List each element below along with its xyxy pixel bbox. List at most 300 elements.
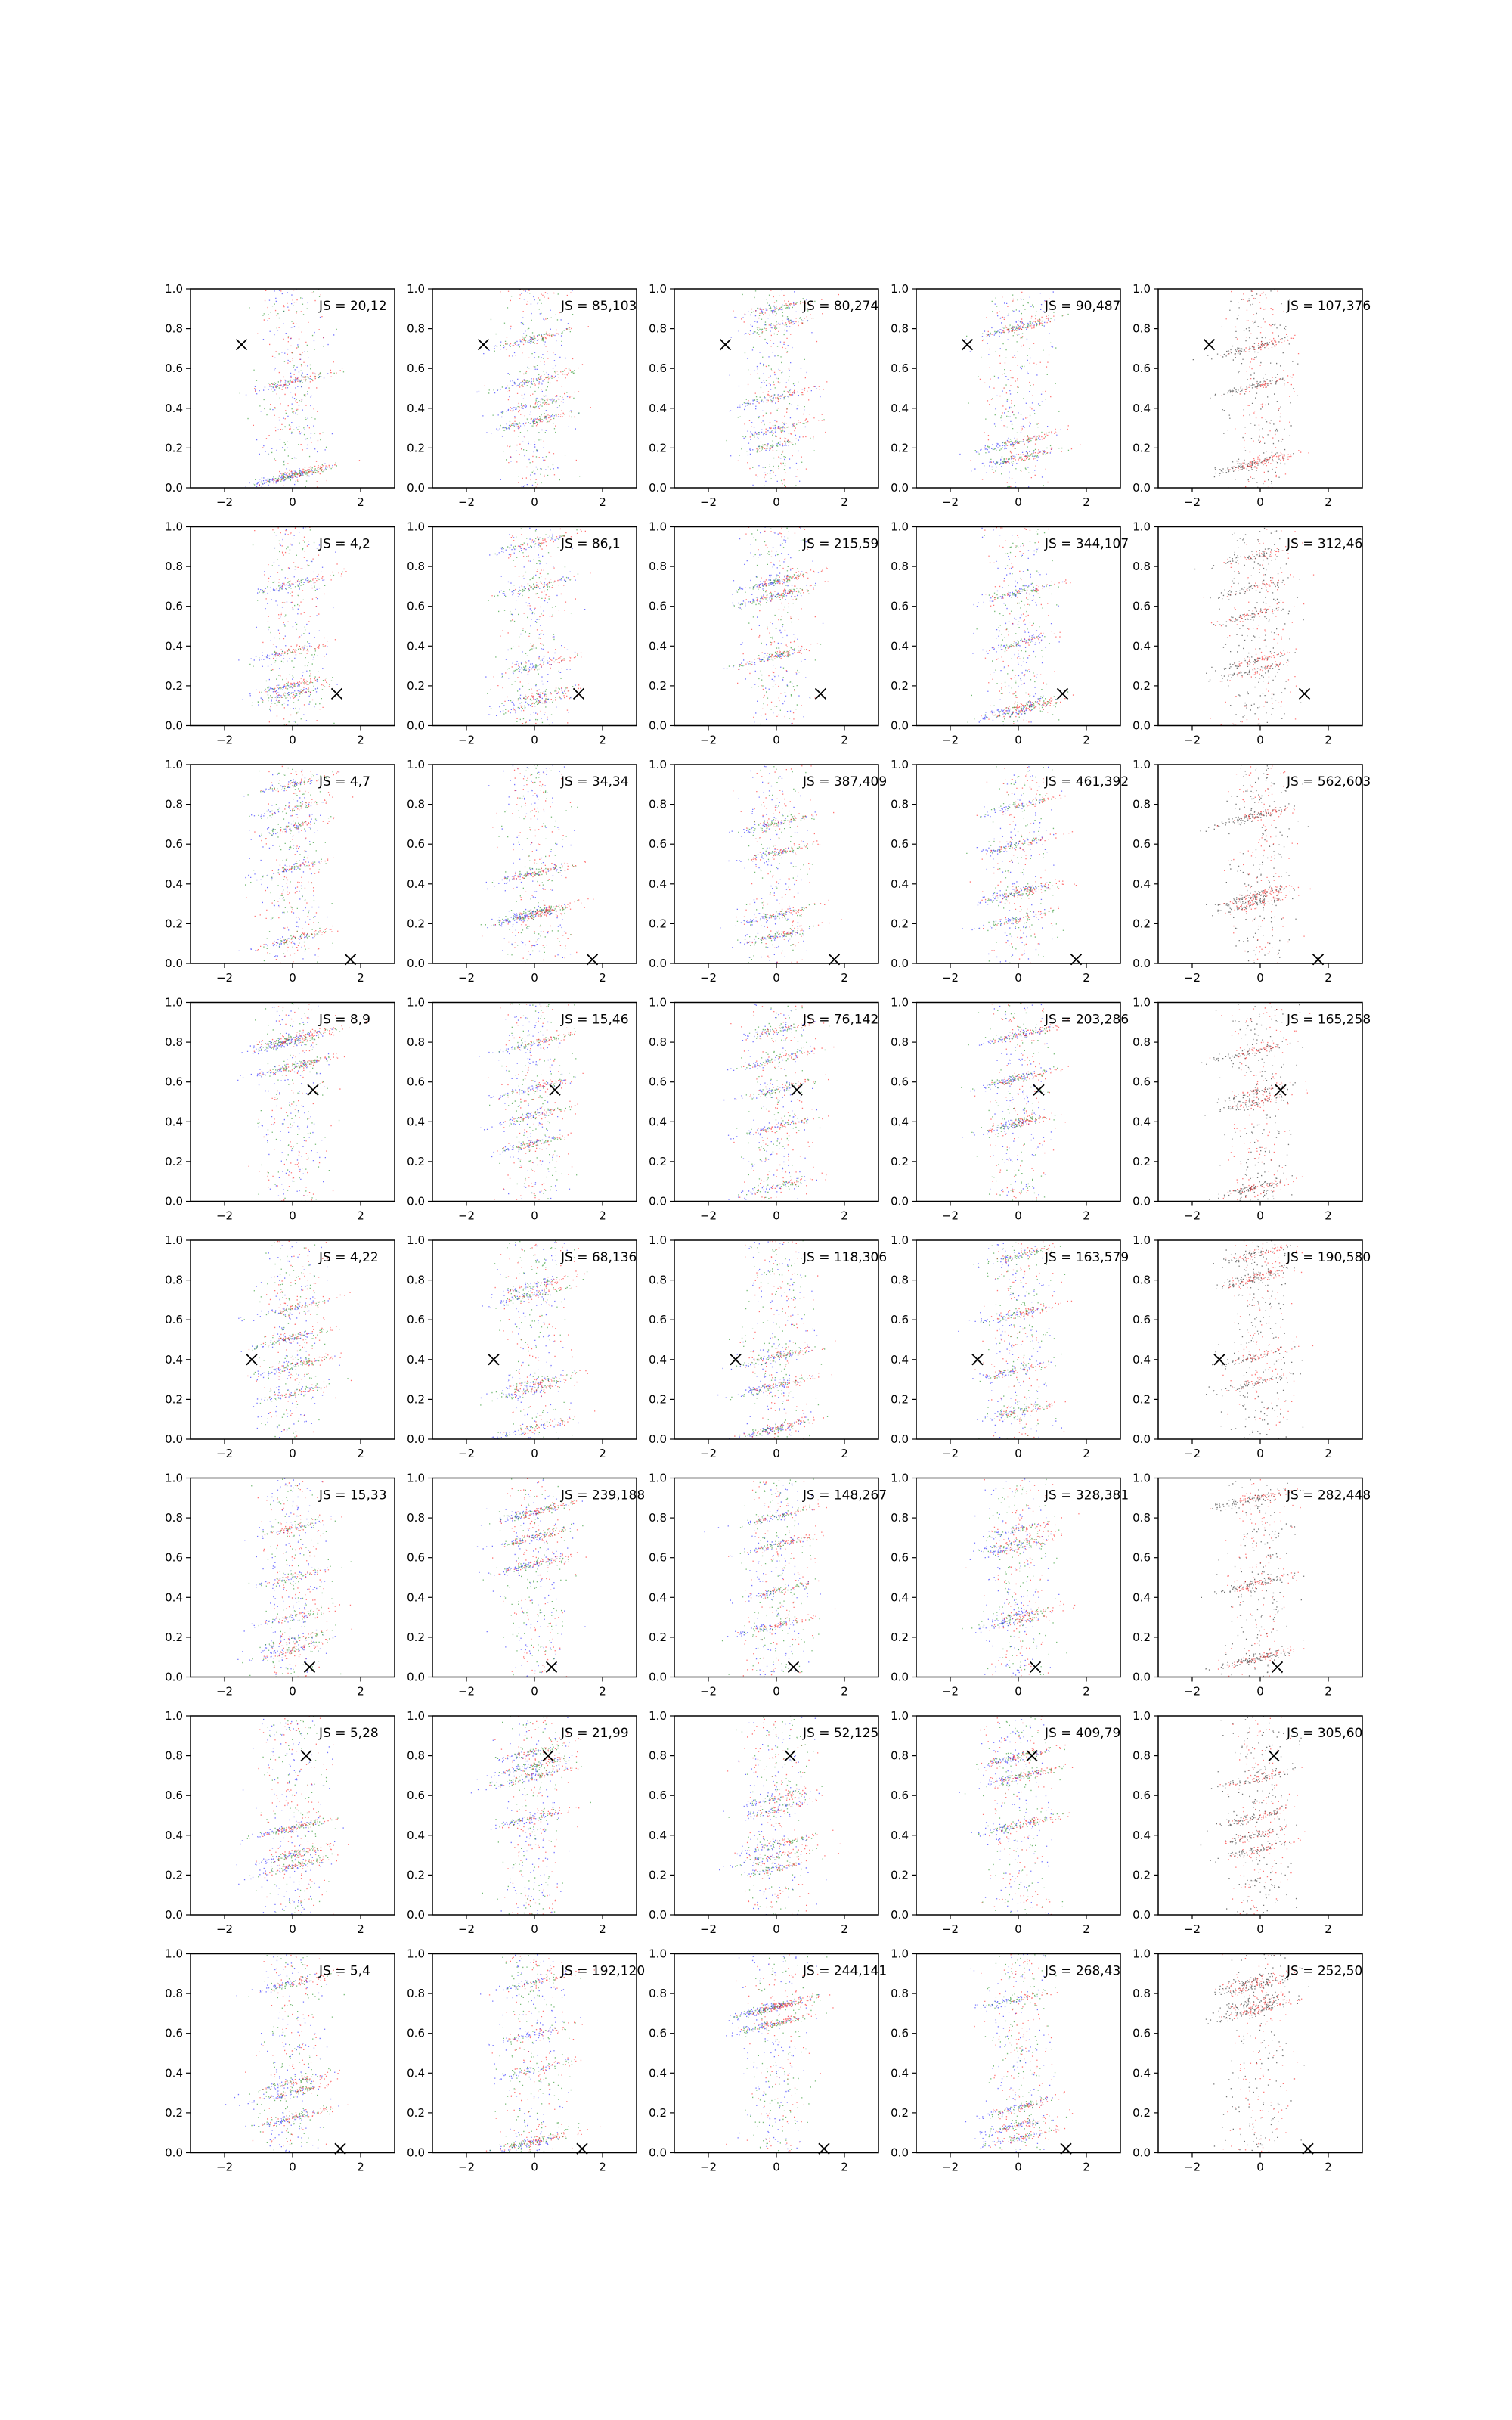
y-tick-label: 1.0 (1132, 1233, 1151, 1247)
y-tick-label: 0.4 (1132, 1590, 1151, 1605)
y-tick-label: 0.4 (1132, 639, 1151, 653)
subplot-r8-c5 (1132, 1947, 1362, 2174)
y-tick-label: 0.4 (1132, 2066, 1151, 2080)
x-tick-label: 0 (1015, 971, 1022, 985)
y-tick-label: 0.8 (891, 797, 909, 811)
js-score-label: JS = 34,34 (561, 774, 629, 790)
subplot-r5-c2 (407, 1233, 637, 1460)
y-tick-label: 0.6 (407, 1789, 425, 1803)
y-tick-label: 0.8 (891, 1748, 909, 1763)
x-tick-label: −2 (1183, 1447, 1201, 1460)
subplot-r5-c4 (891, 1233, 1129, 1460)
js-score-label: JS = 5,28 (319, 1726, 379, 1741)
x-tick-label: 0 (1015, 495, 1022, 509)
y-tick-label: 0.8 (165, 797, 183, 811)
y-tick-label: 0.6 (1132, 1313, 1151, 1327)
subplot-r8-c4 (891, 1947, 1120, 2174)
y-tick-label: 1.0 (407, 758, 425, 771)
y-tick-label: 0.2 (165, 917, 183, 931)
y-tick-label: 0.2 (407, 1630, 425, 1644)
plot-area (916, 1003, 1120, 1202)
js-score-label: JS = 244,141 (803, 1963, 888, 1979)
y-tick-label: 0.2 (649, 441, 667, 455)
x-tick-label: −2 (699, 1684, 717, 1699)
subplot-r1-c4 (891, 282, 1120, 509)
x-tick-label: 0 (289, 971, 296, 985)
y-tick-label: 1.0 (407, 1233, 425, 1247)
y-tick-label: 0.4 (649, 1115, 667, 1129)
subplot-r5-c3 (649, 1233, 887, 1460)
subplot-r2-c1 (165, 520, 395, 747)
y-tick-label: 0.4 (649, 2066, 667, 2080)
js-score-label: JS = 192,120 (561, 1963, 646, 1979)
y-tick-label: 0.6 (407, 599, 425, 613)
y-tick-label: 1.0 (891, 758, 909, 771)
js-score-label: JS = 239,188 (561, 1488, 646, 1503)
y-tick-label: 1.0 (1132, 282, 1151, 296)
x-tick-label: 0 (773, 1447, 780, 1460)
x-tick-label: 2 (1325, 1447, 1332, 1460)
y-tick-label: 0.0 (891, 1670, 909, 1684)
y-tick-label: 0.4 (1132, 876, 1151, 891)
js-score-label: JS = 118,306 (803, 1250, 888, 1265)
y-tick-label: 0.0 (165, 2145, 183, 2160)
y-tick-label: 0.2 (165, 678, 183, 693)
x-tick-label: 2 (1083, 1447, 1090, 1460)
y-tick-label: 0.0 (407, 1432, 425, 1446)
y-tick-label: 0.0 (649, 1432, 667, 1446)
x-tick-label: 0 (773, 1684, 780, 1699)
y-tick-label: 0.2 (649, 2105, 667, 2120)
plot-area (191, 1716, 395, 1915)
y-tick-label: 0.6 (407, 1313, 425, 1327)
y-tick-label: 0.2 (1132, 1868, 1151, 1882)
y-tick-label: 0.6 (407, 1550, 425, 1565)
subplot-r6-c2 (407, 1472, 645, 1699)
x-tick-label: −2 (941, 733, 959, 747)
y-tick-label: 0.0 (891, 1432, 909, 1446)
y-tick-label: 0.8 (165, 1035, 183, 1050)
subplot-r4-c3 (649, 996, 878, 1223)
subplot-r1-c3 (649, 282, 878, 509)
y-tick-label: 0.8 (165, 1273, 183, 1287)
x-tick-label: 0 (531, 1684, 538, 1699)
y-tick-label: 1.0 (165, 1233, 183, 1247)
js-score-label: JS = 80,274 (803, 299, 879, 314)
y-tick-label: 0.2 (165, 1392, 183, 1407)
js-score-label: JS = 190,580 (1287, 1250, 1371, 1265)
y-tick-label: 1.0 (649, 1471, 667, 1485)
y-tick-label: 0.0 (649, 1908, 667, 1922)
y-tick-label: 0.2 (1132, 2105, 1151, 2120)
y-tick-label: 1.0 (649, 1709, 667, 1723)
y-tick-label: 1.0 (1132, 758, 1151, 771)
y-tick-label: 0.2 (891, 678, 909, 693)
y-tick-label: 0.4 (407, 1352, 425, 1367)
js-score-label: JS = 305,60 (1287, 1726, 1363, 1741)
y-tick-label: 1.0 (891, 1947, 909, 1961)
y-tick-label: 0.2 (1132, 917, 1151, 931)
subplot-r8-c2 (407, 1947, 645, 2174)
js-score-label: JS = 165,258 (1287, 1012, 1371, 1028)
y-tick-label: 1.0 (407, 1709, 425, 1723)
x-tick-label: 2 (841, 1447, 848, 1460)
subplot-r2-c5 (1132, 520, 1362, 747)
x-tick-label: −2 (457, 1447, 476, 1460)
x-tick-label: 0 (531, 495, 538, 509)
y-tick-label: 0.6 (891, 1550, 909, 1565)
x-tick-label: 2 (357, 733, 364, 747)
y-tick-label: 0.4 (165, 1590, 183, 1605)
y-tick-label: 0.0 (649, 481, 667, 495)
subplot-r7-c3 (649, 1709, 878, 1936)
y-tick-label: 0.6 (407, 2026, 425, 2040)
y-tick-label: 0.4 (165, 401, 183, 415)
x-tick-label: 0 (773, 495, 780, 509)
subplot-r8-c1 (165, 1947, 395, 2174)
y-tick-label: 0.6 (407, 361, 425, 376)
x-tick-label: 2 (1083, 1684, 1090, 1699)
x-tick-label: 0 (1256, 1922, 1264, 1936)
y-tick-label: 0.4 (165, 639, 183, 653)
subplot-r6-c5 (1132, 1472, 1371, 1699)
y-tick-label: 0.2 (1132, 1392, 1151, 1407)
x-tick-label: 2 (1325, 733, 1332, 747)
y-tick-label: 0.2 (165, 1154, 183, 1168)
subplot-r1-c5 (1132, 282, 1371, 509)
y-tick-label: 1.0 (891, 1709, 909, 1723)
y-tick-label: 0.4 (165, 1352, 183, 1367)
x-tick-label: −2 (1183, 1922, 1201, 1936)
y-tick-label: 0.4 (407, 1590, 425, 1605)
y-tick-label: 0.8 (407, 321, 425, 336)
x-tick-label: −2 (215, 733, 234, 747)
js-score-label: JS = 409,79 (1045, 1726, 1121, 1741)
plot-area (432, 1716, 637, 1915)
y-tick-label: 0.0 (1132, 957, 1151, 970)
subplot-r2-c2 (407, 520, 637, 747)
x-tick-label: 0 (1015, 733, 1022, 747)
y-tick-label: 0.4 (407, 876, 425, 891)
y-tick-label: 0.2 (407, 441, 425, 455)
y-tick-label: 0.2 (1132, 441, 1151, 455)
x-tick-label: 2 (841, 2160, 848, 2174)
subplot-r7-c4 (891, 1709, 1120, 1936)
js-score-label: JS = 461,392 (1045, 774, 1129, 790)
y-tick-label: 1.0 (649, 520, 667, 534)
y-tick-label: 0.6 (407, 1075, 425, 1089)
y-tick-label: 1.0 (649, 758, 667, 771)
y-tick-label: 0.8 (1132, 797, 1151, 811)
x-tick-label: −2 (457, 1208, 476, 1223)
y-tick-label: 0.4 (649, 1352, 667, 1367)
x-tick-label: 2 (841, 1208, 848, 1223)
x-tick-label: 2 (357, 1447, 364, 1460)
y-tick-label: 0.6 (649, 361, 667, 376)
js-score-label: JS = 562,603 (1287, 774, 1371, 790)
x-tick-label: 0 (1015, 1208, 1022, 1223)
y-tick-label: 0.4 (649, 876, 667, 891)
x-tick-label: −2 (1183, 2160, 1201, 2174)
subplot-r8-c3 (649, 1947, 887, 2174)
y-tick-label: 0.4 (891, 876, 909, 891)
y-tick-label: 0.8 (649, 560, 667, 574)
x-tick-label: −2 (1183, 495, 1201, 509)
y-tick-label: 0.0 (1132, 1194, 1151, 1208)
x-tick-label: 2 (357, 1922, 364, 1936)
x-tick-label: −2 (699, 971, 717, 985)
x-tick-label: 2 (599, 1684, 606, 1699)
x-tick-label: −2 (1183, 1208, 1201, 1223)
y-tick-label: 0.2 (649, 678, 667, 693)
x-tick-label: −2 (1183, 1684, 1201, 1699)
x-tick-label: 2 (1083, 733, 1090, 747)
y-tick-label: 0.8 (1132, 321, 1151, 336)
y-tick-label: 0.0 (165, 718, 183, 733)
y-tick-label: 0.8 (891, 321, 909, 336)
y-tick-label: 0.8 (649, 1511, 667, 1525)
y-tick-label: 0.8 (649, 321, 667, 336)
y-tick-label: 0.8 (649, 797, 667, 811)
x-tick-label: 2 (1083, 1922, 1090, 1936)
y-tick-label: 0.8 (165, 1511, 183, 1525)
y-tick-label: 0.6 (891, 1789, 909, 1803)
y-tick-label: 0.0 (649, 1194, 667, 1208)
plot-area (191, 1954, 395, 2153)
y-tick-label: 0.6 (1132, 361, 1151, 376)
y-tick-label: 0.0 (1132, 481, 1151, 495)
x-tick-label: 2 (357, 971, 364, 985)
y-tick-label: 0.8 (407, 797, 425, 811)
js-score-label: JS = 52,125 (803, 1726, 879, 1741)
js-score-label: JS = 5,4 (319, 1963, 370, 1979)
y-tick-label: 0.6 (165, 361, 183, 376)
y-tick-label: 0.8 (1132, 1748, 1151, 1763)
subplot-r6-c1 (165, 1472, 395, 1699)
subplot-r5-c5 (1132, 1233, 1371, 1460)
y-tick-label: 1.0 (165, 758, 183, 771)
x-tick-label: 0 (1256, 2160, 1264, 2174)
js-score-label: JS = 76,142 (803, 1012, 879, 1028)
y-tick-label: 0.4 (891, 1828, 909, 1842)
x-tick-label: 2 (841, 495, 848, 509)
y-tick-label: 0.2 (891, 1630, 909, 1644)
plot-area (1158, 1240, 1362, 1439)
y-tick-label: 0.4 (891, 2066, 909, 2080)
subplot-r3-c4 (891, 758, 1129, 985)
x-tick-label: −2 (215, 2160, 234, 2174)
y-tick-label: 0.6 (891, 2026, 909, 2040)
y-tick-label: 0.0 (407, 718, 425, 733)
y-tick-label: 0.8 (891, 1511, 909, 1525)
y-tick-label: 0.6 (1132, 1075, 1151, 1089)
subplot-r1-c1 (165, 282, 395, 509)
subplot-r3-c5 (1132, 758, 1371, 985)
y-tick-label: 0.2 (165, 441, 183, 455)
subplot-r2-c3 (649, 520, 878, 747)
x-tick-label: −2 (457, 733, 476, 747)
y-tick-label: 0.8 (891, 1035, 909, 1050)
x-tick-label: 2 (1083, 2160, 1090, 2174)
y-tick-label: 1.0 (407, 520, 425, 534)
y-tick-label: 0.8 (1132, 1035, 1151, 1050)
plot-area (432, 1954, 637, 2153)
y-tick-label: 1.0 (891, 1471, 909, 1485)
x-tick-label: −2 (699, 1922, 717, 1936)
x-tick-label: −2 (457, 495, 476, 509)
y-tick-label: 0.2 (407, 678, 425, 693)
y-tick-label: 0.6 (165, 1075, 183, 1089)
y-tick-label: 0.0 (891, 718, 909, 733)
y-tick-label: 0.0 (165, 957, 183, 970)
js-score-label: JS = 282,448 (1287, 1488, 1371, 1503)
y-tick-label: 1.0 (165, 995, 183, 1010)
y-tick-label: 0.0 (165, 481, 183, 495)
y-tick-label: 0.6 (649, 1550, 667, 1565)
subplot-r4-c1 (165, 996, 395, 1223)
plot-area (916, 765, 1120, 963)
x-tick-label: 0 (289, 1922, 296, 1936)
y-tick-label: 0.6 (165, 2026, 183, 2040)
plot-area (1158, 1478, 1362, 1677)
x-tick-label: −2 (215, 1922, 234, 1936)
plot-area (432, 1240, 637, 1439)
y-tick-label: 0.6 (1132, 837, 1151, 852)
x-tick-label: 2 (841, 733, 848, 747)
y-tick-label: 0.4 (649, 1590, 667, 1605)
x-tick-label: 0 (1256, 971, 1264, 985)
x-tick-label: 0 (289, 1208, 296, 1223)
y-tick-label: 0.6 (165, 1789, 183, 1803)
x-tick-label: 2 (599, 2160, 606, 2174)
y-tick-label: 0.2 (649, 1154, 667, 1168)
y-tick-label: 1.0 (165, 520, 183, 534)
x-tick-label: −2 (215, 1447, 234, 1460)
y-tick-label: 1.0 (649, 282, 667, 296)
y-tick-label: 0.8 (649, 1035, 667, 1050)
y-tick-label: 0.0 (1132, 718, 1151, 733)
y-tick-label: 0.6 (1132, 1789, 1151, 1803)
x-tick-label: 0 (1015, 2160, 1022, 2174)
y-tick-label: 0.8 (165, 1987, 183, 2001)
plot-area (674, 527, 878, 726)
x-tick-label: 0 (1015, 1922, 1022, 1936)
y-tick-label: 0.4 (407, 1115, 425, 1129)
x-tick-label: −2 (215, 495, 234, 509)
x-tick-label: −2 (699, 1447, 717, 1460)
y-tick-label: 1.0 (165, 282, 183, 296)
subplot-r3-c2 (407, 758, 637, 985)
y-tick-label: 0.8 (165, 560, 183, 574)
x-tick-label: 0 (1256, 495, 1264, 509)
y-tick-label: 0.4 (891, 1590, 909, 1605)
y-tick-label: 0.6 (407, 837, 425, 852)
y-tick-label: 0.0 (891, 1908, 909, 1922)
y-tick-label: 0.8 (165, 321, 183, 336)
x-tick-label: 0 (773, 1922, 780, 1936)
x-tick-label: 2 (1083, 495, 1090, 509)
js-score-label: JS = 4,22 (319, 1250, 379, 1265)
x-tick-label: 0 (289, 733, 296, 747)
y-tick-label: 0.8 (1132, 1273, 1151, 1287)
js-score-label: JS = 8,9 (319, 1012, 370, 1028)
y-tick-label: 0.0 (407, 2145, 425, 2160)
y-tick-label: 0.6 (649, 599, 667, 613)
y-tick-label: 0.2 (649, 1630, 667, 1644)
plot-area (674, 1240, 878, 1439)
js-score-label: JS = 4,7 (319, 774, 370, 790)
js-score-label: JS = 90,487 (1045, 299, 1121, 314)
y-tick-label: 1.0 (407, 1471, 425, 1485)
x-tick-label: 2 (599, 1208, 606, 1223)
plot-area (191, 1240, 395, 1439)
x-tick-label: −2 (941, 971, 959, 985)
plot-area (674, 289, 878, 488)
y-tick-label: 0.0 (165, 1908, 183, 1922)
y-tick-label: 0.6 (649, 1075, 667, 1089)
y-tick-label: 0.4 (407, 1828, 425, 1842)
y-tick-label: 0.4 (165, 876, 183, 891)
y-tick-label: 0.8 (407, 1987, 425, 2001)
y-tick-label: 0.6 (165, 837, 183, 852)
y-tick-label: 0.4 (649, 1828, 667, 1842)
y-tick-label: 1.0 (1132, 1947, 1151, 1961)
x-tick-label: 0 (773, 1208, 780, 1223)
x-tick-label: 2 (599, 1447, 606, 1460)
y-tick-label: 0.2 (891, 1154, 909, 1168)
x-tick-label: 2 (841, 971, 848, 985)
y-tick-label: 0.6 (891, 837, 909, 852)
x-tick-label: 0 (531, 733, 538, 747)
js-score-label: JS = 252,50 (1287, 1963, 1363, 1979)
y-tick-label: 0.2 (891, 917, 909, 931)
x-tick-label: −2 (457, 1922, 476, 1936)
x-tick-label: 2 (357, 2160, 364, 2174)
y-tick-label: 1.0 (1132, 520, 1151, 534)
y-tick-label: 0.0 (1132, 1670, 1151, 1684)
x-tick-label: −2 (699, 495, 717, 509)
js-score-label: JS = 148,267 (803, 1488, 888, 1503)
plot-area (674, 1716, 878, 1915)
js-score-label: JS = 163,579 (1045, 1250, 1129, 1265)
x-tick-label: 2 (599, 733, 606, 747)
y-tick-label: 0.6 (891, 599, 909, 613)
y-tick-label: 0.8 (165, 1748, 183, 1763)
js-score-label: JS = 107,376 (1287, 299, 1371, 314)
y-tick-label: 0.6 (165, 1550, 183, 1565)
y-tick-label: 0.6 (891, 361, 909, 376)
y-tick-label: 0.4 (407, 2066, 425, 2080)
y-tick-label: 0.8 (407, 560, 425, 574)
y-tick-label: 0.0 (165, 1432, 183, 1446)
js-score-label: JS = 312,46 (1287, 536, 1363, 552)
x-tick-label: 2 (1325, 1208, 1332, 1223)
y-tick-label: 0.0 (407, 481, 425, 495)
x-tick-label: 2 (841, 1684, 848, 1699)
y-tick-label: 0.0 (649, 957, 667, 970)
y-tick-label: 0.4 (649, 401, 667, 415)
subplot-r7-c1 (165, 1709, 395, 1936)
y-tick-label: 0.8 (407, 1748, 425, 1763)
y-tick-label: 0.8 (649, 1987, 667, 2001)
y-tick-label: 1.0 (165, 1947, 183, 1961)
x-tick-label: 0 (531, 1208, 538, 1223)
y-tick-label: 0.4 (891, 1115, 909, 1129)
x-tick-label: 0 (1256, 1208, 1264, 1223)
js-score-label: JS = 203,286 (1045, 1012, 1129, 1028)
subplot-r4-c5 (1132, 996, 1371, 1223)
y-tick-label: 0.8 (1132, 560, 1151, 574)
